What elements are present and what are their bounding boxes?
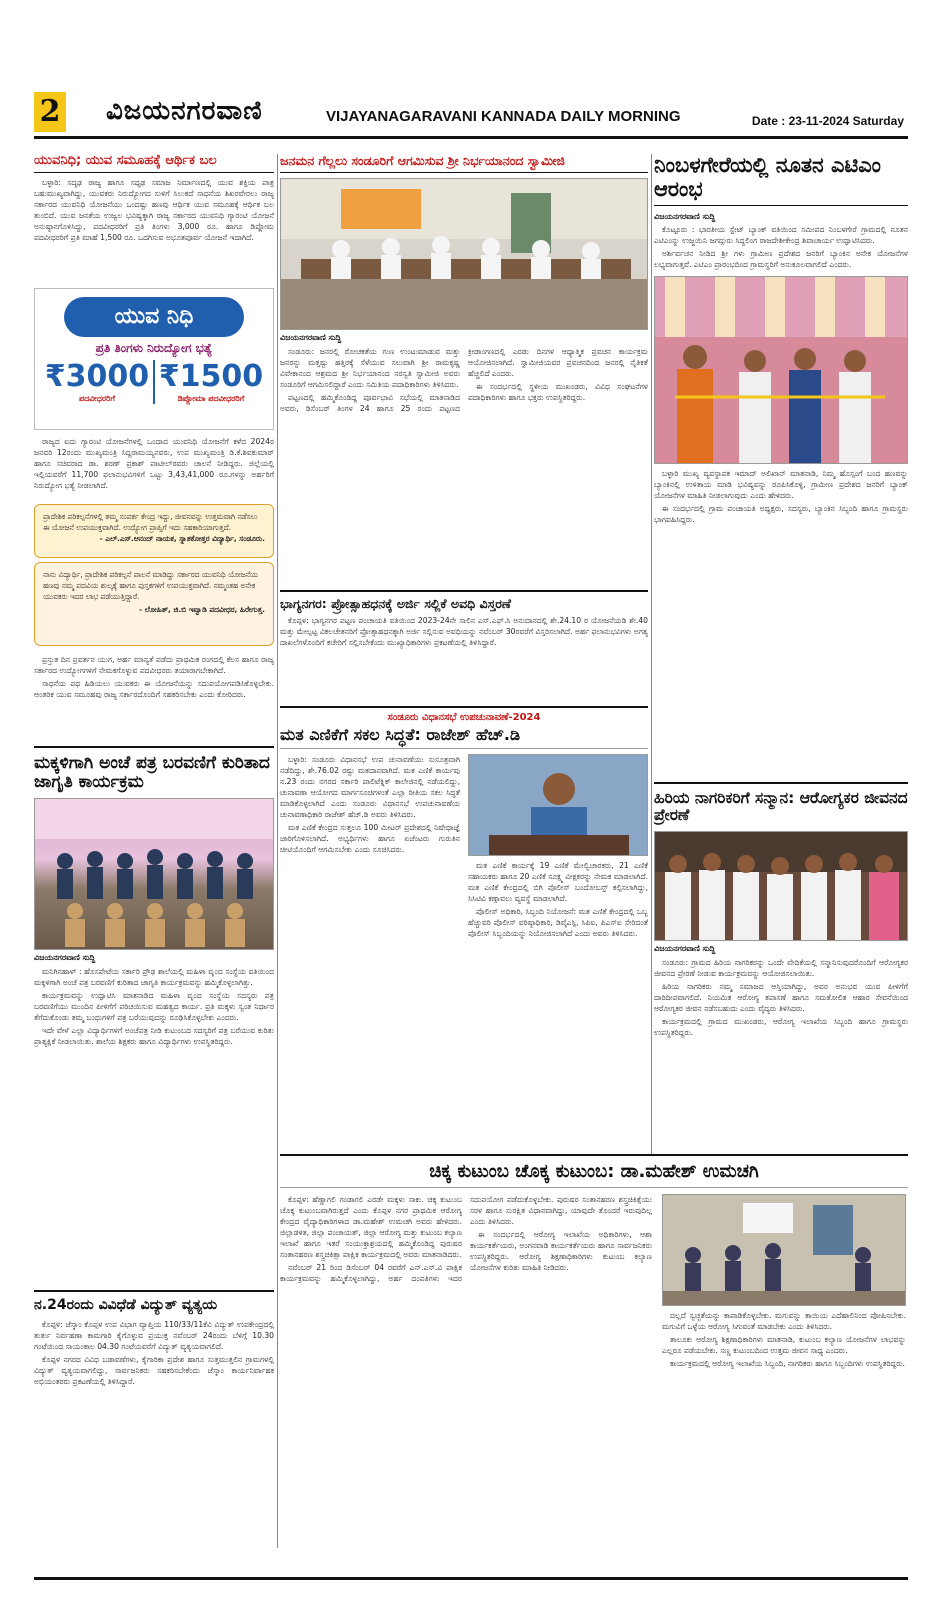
column-divider: [277, 154, 278, 1548]
quote-box: [34, 562, 274, 646]
story-atm: [654, 154, 908, 774]
atm-inauguration-photo: [654, 276, 908, 464]
quote-author: - ಎಲ್.ಎಸ್.ಆನಂದ್ ನಾಯಕ, ಸ್ನಾತಕೋತ್ತರ ವಿದ್ಯಾರ್ಥಿ, ಸಂಡೂರು.: [99, 534, 265, 543]
yuvanidhi-advert: [34, 288, 274, 430]
paragraph: ಮನಿಗಿನಹಾಳ್ : ಹೊಸಪೇಟೆಯ ಸರ್ಕಾರಿ ಪ್ರೌಢ ಶಾಲೆಯಲ್ಲಿ ಮಹಿಳಾ ವೃಂದ ಸಂಸ್ಥೆಯ ವತಿಯಿಂದ ಮಕ್ಕಳಿಗಾಗಿ ಅಂಚೆ ಪತ್ರ ಬರವಣಿಗೆ ಕುರಿತಾದ ಜಾಗೃತಿ ಕಾರ್ಯಕ್ರಮವನ್ನು ಹಮ್ಮಿಕೊಳ್ಳಲಾಗಿತ್ತು.: [34, 967, 274, 988]
story-yuvanidhi-end: [34, 654, 274, 740]
paragraph: ದಲ್ಲದೆ ಸ್ವಚ್ಛತೆಯನ್ನು ಕಾಪಾಡಿಕೊಳ್ಳಬೇಕು. ಮಗುವನ್ನು ತಾಯಿಯ ಎದೆಹಾಲಿನಿಂದ ಪೋಷಿಸಬೇಕು. ಮಗುವಿಗೆ ಒಳ್ಳೆಯ ಆರೋಗ್ಯ ಸಿಗುವಂತೆ ಮಾಡಬೇಕು ಎಂದು ತಿಳಿಸಿದರು.: [662, 1311, 906, 1332]
amount-graduates: ₹3000: [44, 359, 150, 394]
paragraph: ಇದೇ ವೇಳೆ ಎಲ್ಲಾ ವಿದ್ಯಾರ್ಥಿಗಳಿಗೆ ಅಂಚೆಪತ್ರ ನೀಡಿ ಕುಟುಂಬದ ಸದಸ್ಯರಿಗೆ ಪತ್ರ ಬರೆಯುವ ಕುರಿತು ಪ್ರಾತ್ಯಕ್ಷಿಕೆ ನೀಡಲಾಯಿತು. ಶಾಲೆಯ ಶಿಕ್ಷಕರು ಹಾಗೂ ವಿದ್ಯಾರ್ಥಿಗಳು ಉಪಸ್ಥಿತರಿದ್ದರು.: [34, 1026, 274, 1047]
yuvanidhi-logo: ಯುವ ನಿಧಿ: [64, 297, 244, 337]
paragraph: ಕೊಪ್ಪಳ: ಹೆಣ್ಣಾಗಲಿ ಗಂಡಾಗಲಿ ಎರಡೇ ಮಕ್ಕಳು ಸಾಕು. ಚಿಕ್ಕ ಕುಟುಂಬ ಚೊಕ್ಕ ಕುಟುಂಬವಾಗಿರುತ್ತದೆ ಎಂದು ಕೊಪ್ಪಳ ನಗರ ಪ್ರಾಥಮಿಕ ಆರೋಗ್ಯ ಕೇಂದ್ರದ ವೈದ್ಯಾಧಿಕಾರಿಗಳಾದ ಡಾ.ಮಹೇಶ್ ಉಮಚಗಿ ಅವರು ಹೇಳಿದರು. ಜಿಲ್ಲಾಡಳಿತ, ಜಿಲ್ಲಾ ಪಂಚಾಯತ್, ಜಿಲ್ಲಾ ಆರೋಗ್ಯ ಮತ್ತು ಕುಟುಂಬ ಕಲ್ಯಾಣ ಇಲಾಖೆ ಹಾಗೂ ಇತರೆ ಸಂಯುಕ್ತಾಶ್ರಯದಲ್ಲಿ ಹಮ್ಮಿಕೊಂಡಿದ್ದ ಪುರುಷರ ಸಂತಾನಹರಣ ಶಸ್ತ್ರಚಿಕಿತ್ಸಾ ಪಾಕ್ಷಿಕ ಕಾರ್ಯಕ್ರಮದಲ್ಲಿ ಅವರು ಮಾತನಾಡಿದರು.: [280, 1195, 462, 1260]
paragraph: ಮತ ಎಣಿಕೆ ಕೇಂದ್ರದ ಸುತ್ತಲೂ 100 ಮೀಟರ್ ಪ್ರದೇಶದಲ್ಲಿ ನಿಷೇಧಾಜ್ಞೆ ಜಾರಿಗೊಳಿಸಲಾಗಿದೆ. ಅಭ್ಯರ್ಥಿಗಳು ಹಾಗೂ ಏಜೆಂಟರು ಗುರುತಿನ ಚೀಟಿಯೊಂದಿಗೆ ಆಗಮಿಸಬೇಕು ಎಂದು ಸೂಚಿಸಿದರು.: [280, 822, 460, 854]
story-swamiji: [280, 154, 648, 582]
paragraph: ಕೊಪ್ಪಳ: ಜೆಸ್ಕಾಂ ಕೊಪ್ಪಳ ಉಪ ವಿಭಾಗ ವ್ಯಾಪ್ತಿಯ 110/33/11ಕೆವಿ ವಿದ್ಯುತ್ ಉಪಕೇಂದ್ರದಲ್ಲಿ ತುರ್ತು ನಿರ್ವಹಣಾ ಕಾಮಗಾರಿ ಕೈಗೊಳ್ಳುವ ಪ್ರಯುಕ್ತ ನವೆಂಬರ್ 24ರಂದು ಬೆಳಿಗ್ಗೆ 10.30 ಗಂಟೆಯಿಂದ ಸಾಯಂಕಾಲ 04.30 ಗಂಟೆಯವರೆಗೆ ವಿದ್ಯುತ್ ವ್ಯತ್ಯಯವಾಗಲಿದೆ.: [34, 1319, 274, 1351]
amount-diploma: ₹1500: [158, 359, 264, 394]
story-vote-counting: [280, 706, 648, 1152]
paragraph: ನವೆಂಬರ್ 21 ರಿಂದ ಡಿಸೆಂಬರ್ 04 ರವರೆಗೆ ಎನ್.ಎಸ್.ವಿ ಪಾಕ್ಷಿಕ ಕಾರ್ಯಕ್ರಮವನ್ನು ಹಮ್ಮಿಕೊಳ್ಳಲಾಗಿದ್ದು, ಅರ್ಹ ದಂಪತಿಗಳು ಇದರ ಸದುಪಯೋಗ ಪಡೆದುಕೊಳ್ಳಬೇಕು. ಪುರುಷರ ಸಂತಾನಹರಣ ಶಸ್ತ್ರಚಿಕಿತ್ಸೆಯು ಸರಳ ಹಾಗೂ ಸುರಕ್ಷಿತ ವಿಧಾನವಾಗಿದ್ದು, ಯಾವುದೇ ತೊಂದರೆ ಇರುವುದಿಲ್ಲ ಎಂದು ತಿಳಿಸಿದರು.: [280, 1195, 652, 1284]
paragraph: ಬಳ್ಳಾರಿ: ಸದೃಢ ರಾಜ್ಯ ಹಾಗೂ ಸಧೃಢ ಸಮಾಜ ನಿರ್ಮಾಣದಲ್ಲಿ ಯುವ ಶಕ್ತಿಯ ಪಾತ್ರ ಬಹುಮುಖ್ಯವಾಗಿದ್ದು, ಯುವಕರು ನಿರುದ್ಯೋಗದ ಸುಳಿಗೆ ಸಿಲುಕದೆ ಸಾಧನೆಯ ಶಿಖರವೇರಲು ರಾಜ್ಯ ಸರ್ಕಾರದ ಯುವನಿಧಿ ಯೋಜನೆಯು ಒಂದಷ್ಟು ಹಣವು ಆರ್ಥಿಕ ಯುವ ಸಮೂಹಕ್ಕೆ ಆರ್ಥಿಕ ಬಲ ತುಂಬಿದೆ. ಯುವ ಜನತೆಯ ಉಜ್ವಲ ಭವಿಷ್ಯಕ್ಕಾಗಿ ರಾಜ್ಯ ಸರ್ಕಾರದ ಯುವನಿಧಿ ಗ್ಯಾರಂಟಿ ಯೋಜನೆ ಅನುಷ್ಠಾನಗೊಳಿಸಿದ್ದು, ಪದವೀಧರರಿಗೆ ಪ್ರತಿ ತಿಂಗಳು 3,000 ರೂ. ಹಾಗೂ ಡಿಪ್ಲೋಮ ಪದವೀಧರರಿಗೆ ಪ್ರತಿ ಮಾಹೆ 1,500 ರೂ. ಒದಗಿಸುವ ಅಭೂತಪೂರ್ವ ಯೋಜನೆ ಇದಾಗಿದೆ.: [34, 177, 274, 242]
headline: ಯುವನಿಧಿ; ಯುವ ಸಮೂಹಕ್ಕೆ ಆರ್ಥಿಕ ಬಲ: [34, 154, 274, 173]
health-camp-photo: [662, 1194, 906, 1306]
story-yuvanidhi: [34, 154, 274, 282]
story-body: [280, 346, 648, 414]
headline: ಭಾಗ್ಯನಗರ: ಪ್ರೋತ್ಸಾಹಧನಕ್ಕೆ ಅರ್ಜಿ ಸಲ್ಲಿಕೆ ಅವಧಿ ವಿಸ್ತರಣೆ: [280, 596, 512, 611]
label-diploma: ಡಿಪ್ಲೋಮಾ ಪದವೀಧರರಿಗೆ: [177, 394, 245, 403]
story-power-cut: [34, 1290, 274, 1622]
paragraph: ಪೊಲೀಸ್ ಅಧಿಕಾರಿ, ಸಿಬ್ಬಂದಿ ನಿಯೋಜನೆ: ಮತ ಎಣಿಕೆ ಕೇಂದ್ರದಲ್ಲಿ ಒಬ್ಬ ಹೆಚ್ಚುವರಿ ಪೊಲೀಸ್ ವರಿಷ್ಠಾಧಿಕಾರಿ, ಡಿವೈಎಸ್ಪಿ, ಸಿಪಿಐ, ಪಿಎಸ್ಐ ಸೇರಿದಂತೆ ಪೊಲೀಸ್ ಸಿಬ್ಬಂದಿಯನ್ನು ನಿಯೋಜಿಸಲಾಗಿದೆ ಎಂದು ಅವರು ತಿಳಿಸಿದರು.: [468, 906, 648, 938]
school-children-photo: [34, 798, 274, 950]
headline: ಹಿರಿಯ ನಾಗರಿಕರಿಗೆ ಸನ್ಮಾನ: ಆರೋಗ್ಯಕರ ಜೀವನದ ಪ್ರೇರಣೆ: [654, 789, 908, 825]
advert-subtitle: ಪ್ರತಿ ತಿಂಗಳು ನಿರುದ್ಯೋಗ ಭತ್ಯೆ: [95, 341, 213, 355]
headline: ನ.24ರಂದು ವಿವಿಧೆಡೆ ವಿದ್ಯುತ್ ವ್ಯತ್ಯಯ: [34, 1297, 218, 1313]
paragraph: ಸಂಡೂರು: ಜನರಲ್ಲಿ ರೋಚಕತೆಯ ಗುಣ ಉಂಟುಮಾಡುವ ಮತ್ತು ಜನರನ್ನು ಮತ್ತಷ್ಟು ಹತ್ತಿರಕ್ಕೆ ಸೆಳೆಯುವ ಸಲುವಾಗಿ ಶ್ರೀ ರಾಮಕೃಷ್ಣ ವಿವೇಕಾನಂದ ಆಶ್ರಮದ ಶ್ರೀ ನಿರ್ಭಯಾನಂದ ಸರಸ್ವತಿ ಸ್ವಾಮೀಜಿ ಅವರು ಸಂಡೂರಿಗೆ ಆಗಮಿಸಲಿದ್ದಾರೆ ಎಂದು ಸಮಿತಿಯ ಪದಾಧಿಕಾರಿಗಳು ತಿಳಿಸಿದರು.: [280, 347, 460, 389]
page-footer-rule: [34, 1577, 908, 1580]
byline: ವಿಜಯನಗರವಾಣಿ ಸುದ್ದಿ: [280, 333, 342, 342]
byline: ವಿಜಯನಗರವಾಣಿ ಸುದ್ದಿ: [34, 953, 96, 963]
story-body: [34, 966, 274, 1047]
quote-text: ಪ್ರಾದೇಶಿಕ ಪರಿಕಲ್ಪನೆಗಳಲ್ಲಿ ತಮ್ಮ ಸಂಪರ್ಕ ಕೇಂದ್ರ ಇದ್ದು, ಜೀವನವನ್ನು ಉತ್ತಮವಾಗಿ ನಡೆಸಲು ಈ ಯೋಜನೆ ಉಪಯುಕ್ತವಾಗಿದೆ. ಉದ್ಯೋಗ ಪ್ರಾಪ್ತಿಗೆ ಇದು ಸಹಕಾರಿಯಾಗುತ್ತದೆ.: [43, 512, 258, 532]
paragraph: ಹಿರಿಯ ನಾಗರಿಕರು ನಮ್ಮ ಸಮಾಜದ ಆಸ್ತಿಯಾಗಿದ್ದು, ಅವರ ಅನುಭವ ಯುವ ಪೀಳಿಗೆಗೆ ದಾರಿದೀಪವಾಗಲಿದೆ. ನಿಯಮಿತ ಆರೋಗ್ಯ ತಪಾಸಣೆ ಹಾಗೂ ಸಮತೋಲಿತ ಆಹಾರ ಸೇವನೆಯಿಂದ ಆರೋಗ್ಯಕರ ಜೀವನ ನಡೆಸಬಹುದು ಎಂದು ವೈದ್ಯರು ತಿಳಿಸಿದರು.: [654, 981, 908, 1013]
paragraph: ಕಾರ್ಯಕ್ರಮವನ್ನು ಉದ್ಘಾಟಿಸಿ ಮಾತನಾಡಿದ ಮಹಿಳಾ ವೃಂದ ಸಂಸ್ಥೆಯ ಸದಸ್ಯರು ಪತ್ರ ಬರವಣಿಗೆಯು ಮುಂದಿನ ಪೀಳಿಗೆಗೆ ಪರಿಚಯಿಸುವ ಮಹತ್ವದ ಕಾರ್ಯ. ಪ್ರತಿ ಮಕ್ಕಳು ಸ್ವಂತ ನಿರ್ಧಾರ ತೆಗೆದುಕೊಂಡು ತಮ್ಮ ಬಂಧುಗಳಿಗೆ ಪತ್ರ ಬರೆಯುವುದನ್ನು ರೂಢಿಸಿಕೊಳ್ಳಬೇಕು ಎಂದರು.: [34, 991, 274, 1023]
byline: ವಿಜಯನಗರವಾಣಿ ಸುದ್ದಿ: [654, 212, 716, 222]
headline: ನಿಂಬಳಗೇರೆಯಲ್ಲಿ ನೂತನ ಎಟಿಎಂ ಆರಂಭ: [654, 154, 908, 206]
headline: ಮಕ್ಕಳಿಗಾಗಿ ಅಂಚೆ ಪತ್ರ ಬರವಣಿಗೆ ಕುರಿತಾದ ಜಾಗೃತಿ ಕಾರ್ಯಕ್ರಮ: [34, 753, 270, 793]
senior-citizens-photo: [654, 831, 908, 941]
label-graduates: ಪದವೀಧರರಿಗೆ: [78, 394, 116, 403]
byline: ವಿಜಯನಗರವಾಣಿ ಸುದ್ದಿ: [654, 943, 716, 953]
paragraph: ಕೊಟ್ಟೂರು : ಭಾರತೀಯ ಸ್ಟೇಟ್ ಬ್ಯಾಂಕ್ ವತಿಯಿಂದ ಸಮೀಪದ ನಿಂಬಳಗೇರೆ ಗ್ರಾಮದಲ್ಲಿ ನೂತನ ಎಟಿಎಂನ್ನು ಉಜ್ಜಯಿನಿ ಜಗದ್ಗುರು ಸಿದ್ಧಲಿಂಗ ರಾಜದೇಶೀಕೇಂದ್ರ ಶಿವಾಚಾರ್ಯ ಉದ್ಘಾಟಿಸಿದರು.: [654, 225, 908, 246]
paragraph: ಕಾರ್ಯಕ್ರಮದಲ್ಲಿ ಆರೋಗ್ಯ ಇಲಾಖೆಯ ಸಿಬ್ಬಂದಿ, ನಾಗರಿಕರು ಹಾಗೂ ಸಿಬ್ಬಂದಿಗಳು ಉಪಸ್ಥಿತರಿದ್ದರು.: [670, 1359, 906, 1369]
story-small-family: [280, 1154, 908, 1556]
story-body: [280, 1194, 652, 1284]
story-body: [280, 754, 460, 855]
masthead-title-english: VIJAYANAGARAVANI KANNADA DAILY MORNING: [326, 108, 681, 125]
paragraph: ಬಳ್ಳಾರಿ ಮುಖ್ಯ ವ್ಯವಸ್ಥಾಪಕ ಇಮಾದ್ ಅಲಿಖಾನ್ ಮಾತನಾಡಿ, ನಿಮ್ಮ ಹೊಸ್ಸಂಗೆ ಬಂದ ಹಣವನ್ನು ಬ್ಯಾಂಕಿನಲ್ಲಿ ಉಳಿತಾಯ ಮಾಡಿ ಭವಿಷ್ಯವನ್ನು ರೂಪಿಸಿಕೊಳ್ಳಿ, ಗ್ರಾಮೀಣ ಪ್ರದೇಶದ ಜನರಿಗೆ ಬ್ಯಾಂಕ್ ಯೋಜನೆಗಳ ಮಾಹಿತಿ ನೀಡಲಾಗುವುದು ಎಂದು ಹೇಳಿದರು.: [654, 469, 908, 501]
paragraph: ಅರ್ಶಿರ್ವಚನ ನೀಡಿದ ಶ್ರೀ ಗಳು ಗ್ರಾಮೀಣ ಪ್ರದೇಶದ ಜನರಿಗೆ ಬ್ಯಾಂಕಿನ ಅನೇಕ ಯೋಜನೆಗಳ ಲಭ್ಯವಾಗುತ್ತವೆ. ಎಟಿಎಂ ಪ್ರಾರಂಭದಿಂದ ಗ್ರಾಮಸ್ಥರಿಗೆ ಅನುಕೂಲವಾಗಲಿದೆ ಎಂದರು.: [654, 249, 908, 270]
paragraph: ಬಳ್ಳಾರಿ: ಸಂಡೂರು ವಿಧಾನಸಭೆ ಉಪ ಚುನಾವಣೆಯು ಸುಸೂತ್ರವಾಗಿ ನಡೆದಿದ್ದು, ಶೇ.76.02 ರಷ್ಟು ಮತದಾನವಾಗಿದೆ. ಮತ ಎಣಿಕೆ ಕಾರ್ಯವು ನ.23 ರಂದು ನಗರದ ಸರ್ಕಾರಿ ಪಾಲಿಟೆಕ್ನಿಕ್ ಕಾಲೇಜಿನಲ್ಲಿ ನಡೆಯಲಿದ್ದು, ಚುನಾವಣಾ ಆಯೋಗದ ಮಾರ್ಗಸೂಚಿಗಳಂತೆ ಎಲ್ಲಾ ರೀತಿಯ ಸಕಲ ಸಿದ್ಧತೆ ಮಾಡಿಕೊಳ್ಳಲಾಗಿದೆ ಎಂದು ಸಂಡೂರು ವಿಧಾನಸಭೆ ಉಪಚುನಾವಣೆಯ ಚುನಾವಣಾಧಿಕಾರಿ ರಾಜೇಶ್ ಹೆಚ್.ಡಿ ಅವರು ತಿಳಿಸಿದರು.: [280, 754, 460, 819]
story-body: [34, 177, 274, 243]
masthead: [34, 88, 908, 139]
story-body: [654, 957, 908, 1038]
paragraph: ಕೊಪ್ಪಳ ನಗರದ ವಿವಿಧ ಬಡಾವಣೆಗಳು, ಕೈಗಾರಿಕಾ ಪ್ರದೇಶ ಹಾಗೂ ಸುತ್ತಮುತ್ತಲಿನ ಗ್ರಾಮಗಳಲ್ಲಿ ವಿದ್ಯುತ್ ವ್ಯತ್ಯಯವಾಗಲಿದ್ದು, ಸಾರ್ವಜನಿಕರು ಸಹಕರಿಸಬೇಕೆಂದು ಜೆಸ್ಕಾಂ ಕಾರ್ಯನಿರ್ವಾಹಕ ಅಭಿಯಂತರರು ಪ್ರಕಟಣೆಯಲ್ಲಿ ತಿಳಿಸಿದ್ದಾರೆ.: [34, 1354, 274, 1386]
quote-author: - ಲೋಹಿತ್, ಜಿ.ಬಿ ಇವ್ವಾಡಿ ಪದವೀಧರ, ಹಿರೇಗುತ್ತ.: [139, 605, 265, 614]
story-senior-citizens: [654, 782, 908, 1154]
story-bhagyanagar: [280, 590, 648, 705]
paragraph: ಮತ ಎಣಿಕೆ ಕಾರ್ಯಕ್ಕೆ 19 ಎಣಿಕೆ ಮೇಲ್ವಿಚಾರಕರು, 21 ಎಣಿಕೆ ಸಹಾಯಕರು ಹಾಗೂ 20 ಎಣಿಕೆ ಸೂಕ್ಷ್ಮ ವೀಕ್ಷಕರನ್ನು ನೇಮಕ ಮಾಡಲಾಗಿದೆ. ಮತ ಎಣಿಕೆ ಕೇಂದ್ರದಲ್ಲಿ ಬಿಗಿ ಪೊಲೀಸ್ ಬಂದೋಬಸ್ತ್ ಕಲ್ಪಿಸಲಾಗಿದ್ದು, ಸಿಸಿಟಿವಿ ಕಣ್ಗಾವಲು ವ್ಯವಸ್ಥೆ ಮಾಡಲಾಗಿದೆ.: [468, 860, 648, 903]
paragraph: ಕಾರ್ಯಕ್ರಮದಲ್ಲಿ ಗ್ರಾಮದ ಮುಖಂಡರು, ಆರೋಗ್ಯ ಇಲಾಖೆಯ ಸಿಬ್ಬಂದಿ ಹಾಗೂ ಗ್ರಾಮಸ್ಥರು ಉಪಸ್ಥಿತರಿದ್ದರು.: [654, 1016, 908, 1037]
newspaper-page: [34, 88, 908, 1588]
story-body: [34, 1319, 274, 1387]
story-yuvanidhi-continued: [34, 436, 274, 498]
page-number: 2: [34, 92, 66, 132]
paragraph: ಸಂಡೂರು: ಗ್ರಾಮದ ಹಿರಿಯ ನಾಗರಿಕರನ್ನು ಒಂದೇ ವೇದಿಕೆಯಲ್ಲಿ ಸನ್ಮಾನಿಸುವುದರೊಂದಿಗೆ ಆರೋಗ್ಯಕರ ಜೀವನದ ಪ್ರೇರಣೆ ನೀಡುವ ಕಾರ್ಯಕ್ರಮವನ್ನು ಆಯೋಜಿಸಲಾಯಿತು.: [654, 957, 908, 978]
story-body: [468, 860, 648, 939]
story-body: [654, 224, 908, 270]
story-body: [280, 615, 648, 648]
meeting-photo: [280, 178, 648, 330]
paragraph: ಈ ಸಂದರ್ಭದಲ್ಲಿ ಆರೋಗ್ಯ ಇಲಾಖೆಯ ಅಧಿಕಾರಿಗಳು, ಆಶಾ ಕಾರ್ಯಕರ್ತೆಯರು, ಅಂಗನವಾಡಿ ಕಾರ್ಯಕರ್ತೆಯರು ಹಾಗೂ ಸಾರ್ವಜನಿಕರು ಉಪಸ್ಥಿತರಿದ್ದರು. ಆರೋಗ್ಯ ಶಿಕ್ಷಣಾಧಿಕಾರಿಗಳು ಕುಟುಂಬ ಕಲ್ಯಾಣ ಯೋಜನೆಗಳ ಕುರಿತು ಮಾಹಿತಿ ನೀಡಿದರು.: [470, 1230, 652, 1273]
masthead-date: Date : 23-11-2024 Saturday: [751, 114, 904, 128]
headline: ಮತ ಎಣಿಕೆಗೆ ಸಕಲ ಸಿದ್ಧತೆ: ರಾಜೇಶ್ ಹೆಚ್.ಡಿ: [280, 726, 648, 749]
paragraph: ಕೊಪ್ಪಳ: ಭಾಗ್ಯನಗರ ಪಟ್ಟಣ ಪಂಚಾಯತಿ ವತಿಯಿಂದ 2023-24ನೇ ಸಾಲಿನ ಎಸ್.ಎಫ್.ಸಿ ಅನುದಾನದಲ್ಲಿ ಶೇ.24.10 ರ ಯೋಜನೆಯಡಿ ಶೇ.40 ಮತ್ತು ಮೇಲ್ಪಟ್ಟ ವಿಕಲಚೇತನರಿಗೆ ಪ್ರೋತ್ಸಾಹಧನಕ್ಕಾಗಿ ಅರ್ಜಿ ಸಲ್ಲಿಸುವ ಅವಧಿಯನ್ನು ನವೆಂಬರ್ 30ರವರೆಗೆ ವಿಸ್ತರಿಸಲಾಗಿದೆ. ಅರ್ಹ ಫಲಾನುಭವಿಗಳು ಅಗತ್ಯ ದಾಖಲೆಗಳೊಂದಿಗೆ ಕಚೇರಿಗೆ ಸಲ್ಲಿಸಬೇಕೆಂದು ಮುಖ್ಯಾಧಿಕಾರಿಗಳು ಪ್ರಕಟಣೆಯಲ್ಲಿ ತಿಳಿಸಿದ್ದಾರೆ.: [280, 616, 648, 647]
officer-photo: [468, 754, 648, 856]
quote-text: ನಾನು ವಿದ್ಯಾರ್ಥಿ, ಪ್ರಾದೇಶಿಕ ಪರಿಕಲ್ಪನೆ ಪಾಲನೆ ಮಾಡಿದ್ದು ಸರ್ಕಾರದ ಯುವನಿಧಿ ಯೋಜನೆಯ ಹಣವು ನಮ್ಮ ಪದವಿಯ ಶುಲ್ಕಕ್ಕೆ ಹಾಗೂ ಪುಸ್ತಕಗಳಿಗೆ ಉಪಯುಕ್ತವಾಗಿದೆ. ನಮ್ಮಂತಹ ಅನೇಕ ಯುವಕರು ಇದರ ಲಾಭ ಪಡೆಯುತ್ತಿದ್ದಾರೆ.: [43, 570, 258, 601]
paragraph: ಪ್ರಸ್ತುತ ದಿನ ಪ್ರವರ್ತನ ಯುಗ, ಅರ್ಹ ಮಾನ್ಯತೆ ಪಡೆದು ಪ್ರಾಥಮಿಕ ರಂಗದಲ್ಲಿ ಕೆಲಸ ಹಾಗೂ ರಾಜ್ಯ ಸರ್ಕಾರದ ಉದ್ಯೋಗಗಳಿಗೆ ನೇಮಕಗೊಳ್ಳುವ ಪದವೀಧರರು ತಯಾರಾಗಬೇಕಾಗಿದೆ.: [34, 655, 274, 675]
paragraph: ಈ ಸಂದರ್ಭದಲ್ಲಿ ಸ್ಥಳೀಯ ಮುಖಂಡರು, ವಿವಿಧ ಸಂಘಟನೆಗಳ ಪದಾಧಿಕಾರಿಗಳು ಹಾಗೂ ಭಕ್ತರು ಉಪಸ್ಥಿತರಿದ್ದರು.: [468, 382, 648, 402]
paragraph: ಈ ಸಂದರ್ಭದಲ್ಲಿ ಗ್ರಾಮ ಪಂಚಾಯತಿ ಅಧ್ಯಕ್ಷರು, ಸದಸ್ಯರು, ಬ್ಯಾಂಕಿನ ಸಿಬ್ಬಂದಿ ಹಾಗೂ ಗ್ರಾಮಸ್ಥರು ಭಾಗವಹಿಸಿದ್ದರು.: [654, 504, 908, 525]
story-postal-letter: [34, 746, 274, 1290]
masthead-title-kannada: ವಿಜಯನಗರವಾಣಿ: [106, 96, 263, 126]
headline: ಜನಮನ ಗೆಲ್ಲಲು ಸಂಡೂರಿಗೆ ಆಗಮಿಸುವ ಶ್ರೀ ನಿರ್ಭಯಾನಂದ ಸ್ವಾಮೀಜಿ: [280, 154, 648, 173]
kicker: ಸಂಡೂರು ವಿಧಾನಸಭೆ ಉಪಚುನಾವಣೆ-2024: [387, 712, 541, 723]
paragraph: ಸಾಧನೆಯ ಪಥ ಹಿಡಿಯಲು ಯುವಕರು ಈ ಯೋಜನೆಯನ್ನು ಸದುಪಯೋಗಪಡಿಸಿಕೊಳ್ಳಬೇಕು. ಆಂತರಿಕ ಯುವ ಸಮೂಹವು ರಾಜ್ಯ ಸರ್ಕಾರದೊಂದಿಗೆ ಸಹಕರಿಸಬೇಕು ಎಂದು ಕೋರಿದರು.: [34, 679, 274, 699]
story-body: [654, 468, 908, 525]
paragraph: ಪಟ್ಟಣದಲ್ಲಿ ಹಮ್ಮಿಕೊಂಡಿದ್ದ ಪೂರ್ವಭಾವಿ ಸಭೆಯಲ್ಲಿ ಮಾತನಾಡಿದ ಅವರು, ಡಿಸೆಂಬರ್ ತಿಂಗಳ 24 ಹಾಗೂ 25 ರಂದು ಪಟ್ಟಣದ ಕ್ರೀಡಾಂಗಣದಲ್ಲಿ ಎರಡು ದಿನಗಳ ಆಧ್ಯಾತ್ಮಿಕ ಪ್ರವಚನ ಕಾರ್ಯಕ್ರಮ ಆಯೋಜಿಸಲಾಗಿದೆ. ಸ್ವಾಮೀಜಿಯವರ ಪ್ರವಚನದಿಂದ ಜನರಲ್ಲಿ ನೈತಿಕತೆ ಹೆಚ್ಚಲಿದೆ ಎಂದರು.: [280, 347, 648, 413]
column-left: [34, 154, 274, 1548]
paragraph: ರಾಜ್ಯದ ಐದು ಗ್ಯಾರಂಟಿ ಯೋಜನೆಗಳಲ್ಲಿ ಒಂದಾದ ಯುವನಿಧಿ ಯೋಜನೆಗೆ ಕಳೆದ 2024ರ ಜನವರಿ 12ರಂದು ಮುಖ್ಯಮಂತ್ರಿ ಸಿದ್ದರಾಮಯ್ಯನವರು, ಉಪ ಮುಖ್ಯಮಂತ್ರಿ ಡಿ.ಕೆ.ಶಿವಕುಮಾರ್ ಹಾಗೂ ಸಚಿವರಾದ ಡಾ. ಶರಣ್ ಪ್ರಕಾಶ್ ಪಾಟೀಲ್‌ರವರು ಚಾಲನೆ ನೀಡಿದ್ದರು. ಜಿಲ್ಲೆಯಲ್ಲಿ ಇಲ್ಲಿಯವರೆಗೆ 11,700 ಫಲಾನುಭವಿಗಳಿಗೆ ಒಟ್ಟು 3,43,41,000 ರೂ.ಗಳನ್ನು ಅರ್ಹರಿಗೆ ನಿರುದ್ಯೋಗ ಭತ್ಯೆ ನೀಡಲಾಗಿದೆ.: [34, 437, 274, 490]
quote-box: [34, 504, 274, 558]
headline: ಚಿಕ್ಕ ಕುಟುಂಬ ಚೊಕ್ಕ ಕುಟುಂಬ: ಡಾ.ಮಹೇಶ್ ಉಮಚಗಿ: [280, 1162, 908, 1188]
paragraph: ತಾಲೂಕು ಆರೋಗ್ಯ ಶಿಕ್ಷಣಾಧಿಕಾರಿಗಳು ಮಾತನಾಡಿ, ಕುಟುಂಬ ಕಲ್ಯಾಣ ಯೋಜನೆಗಳ ಲಾಭವನ್ನು ಎಲ್ಲರೂ ಪಡೆಯಬೇಕು. ಸಣ್ಣ ಕುಟುಂಬದಿಂದ ಉತ್ತಮ ಜೀವನ ಸಾಧ್ಯ ಎಂದರು.: [662, 1335, 906, 1356]
story-body: [662, 1310, 906, 1369]
